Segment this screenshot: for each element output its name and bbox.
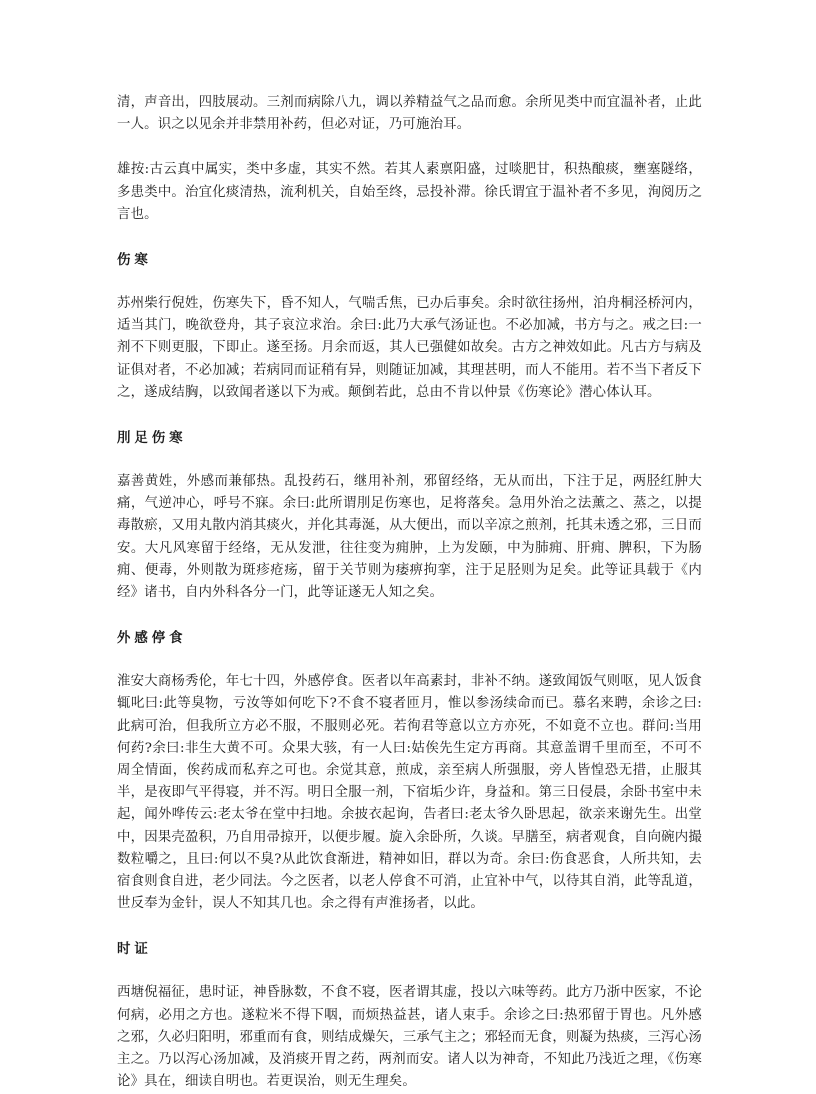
paragraph-commentary: 雄按:古云真中属实，类中多虚，其实不然。若其人素禀阳盛，过啖肥甘，积热酿痰，壅塞隧络，多患类中。治宜化痰清热，流利机关，自始至终，忌投补滞。徐氏谓宜于温补者不多见，洵阅历之言也。 <box>117 162 702 222</box>
section-heading-shizheng: 时证 <box>117 941 152 958</box>
paragraph-continuation: 清，声音出，四肢展动。三剂而病除八九，调以养精益气之品而愈。余所见类中而宜温补者，止此一人。识之以见余并非禁用补药，但必对证，乃可施治耳。 <box>117 95 702 133</box>
document-page <box>117 92 702 1094</box>
section-heading-shanghan: 伤寒 <box>117 252 152 269</box>
paragraph-yuezu-shanghan: 嘉善黄姓，外感而兼郁热。乱投药石，继用补剂，邪留经络，无从而出，下注于足，两胫红肿大痛，气逆冲心，呼号不寐。余曰:此所谓刖足伤寒也，足将落矣。急用外治之法薰之、蒸之，以提毒散瘀，又用丸散内消其痰火，并化其毒涎，从大便出，而以辛凉之煎剂，托其未透之邪，三日而安。大凡风寒留于经络，无从发泄，往往变为痈肿，上为发颐，中为肺痈、肝痈、脾积，下为肠痈、便毒，外则散为斑疹疮疡，留于关节则为痿痹拘挛，注于足胫则为足矣。此等证具载于《内经》诸书，自内外科各分一门，此等证遂无人知之矣。 <box>117 474 702 601</box>
section-heading-waigan-tingshi: 外感停食 <box>117 630 187 647</box>
paragraph-waigan-tingshi: 淮安大商杨秀伦，年七十四，外感停食。医者以年高素封，非补不纳。遂致闻饭气则呕，见人饭食辄叱曰:此等臭物，亏汝等如何吃下?不食不寝者匝月，惟以参汤续命而已。慕名来聘，余诊之曰:此病可治，但我所立方必不服，不服则必死。若徇君等意以立方亦死，不如竟不立也。群问:当用何药?余曰:非生大黄不可。众果大骇，有一人曰:姑俟先生定方再商。其意盖谓千里而至，不可不周全情面，俟药成而私弃之可也。余觉其意，煎成，亲至病人所强服，旁人皆惶恐无措，止服其半，是夜即气平得寝，并不泻。明日全服一剂，下宿垢少许，身益和。第三日侵晨，余卧书室中未起，闻外哗传云:老太爷在堂中扫地。余披衣起询，告者曰:老太爷久卧思起，欲亲来谢先生。出堂中，因果壳盈积，乃自用帚掠开，以便步履。旋入余卧所，久谈。早膳至，病者观食，自向碗内撮数粒嚼之，且曰:何以不臭?从此饮食渐进，精神如旧，群以为奇。余曰:伤食恶食，人所共知，去宿食则食自进，老少同法。今之医者，以老人停食不可消，止宜补中气，以待其自消，此等乱道，世反奉为金针，误人不知其几也。余之得有声淮扬者，以此。 <box>117 674 702 912</box>
paragraph-shanghan: 苏州柴行倪姓，伤寒失下，昏不知人，气喘舌焦，已办后事矣。余时欲往扬州，泊舟桐泾桥河内，适当其门，晚欲登舟，其子哀泣求治。余曰:此乃大承气汤证也。不必加减，书方与之。戒之曰:一剂不下则更服，下即止。遂至扬。月余而返，其人已强健如故矣。古方之神效如此。凡古方与病及证俱对者，不必加减；若病同而证稍有异，则随证加减，其理甚明，而人不能用。若不当下者反下之，遂成结胸，以致闻者遂以下为戒。颠倒若此，总由不肯以仲景《伤寒论》潜心体认耳。 <box>117 296 702 400</box>
paragraph-shizheng: 西塘倪福征，患时证，神昏脉数，不食不寝，医者谓其虚，投以六味等药。此方乃浙中医家，不论何病，必用之方也。遂粒米不得下咽，而烦热益甚，诸人束手。余诊之曰:热邪留于胃也。凡外感之邪，久必归阳明，邪重而有食，则结成燥矢，三承气主之；邪轻而无食，则凝为热痰，三泻心汤主之。乃以泻心汤加减，及消痰开胃之药，两剂而安。诸人以为神奇，不知此乃浅近之理，《伤寒论》具在，细读自明也。若更误治，则无生理矣。 <box>117 985 702 1090</box>
section-heading-yuezu-shanghan: 刖足伤寒 <box>117 430 187 447</box>
